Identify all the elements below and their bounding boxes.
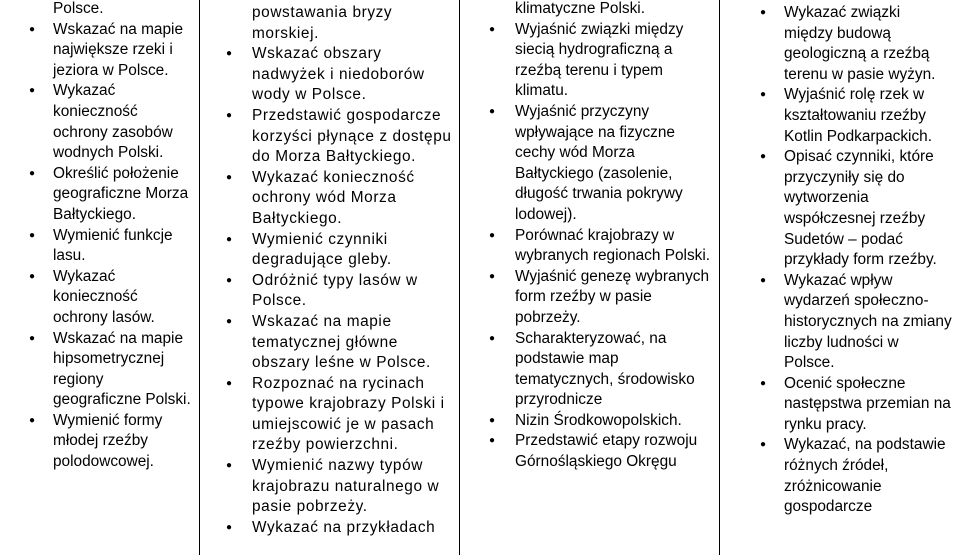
list-item: ● Wyjaśnić związki między siecią hydrograficzną a rzeźbą terenu i typem klimatu. <box>515 20 713 102</box>
requirements-list <box>720 3 960 518</box>
list-item: ● Wykazać konieczność ochrony zasobów wodnych Polski. <box>53 81 195 163</box>
table-column-4 <box>720 0 960 555</box>
list-item: ● Przedstawić etapy rozwoju Górnośląskiego Okręgu <box>515 431 713 472</box>
list-item: ● Wskazać obszary nadwyżek i niedoborów wody w Polsce. <box>252 44 453 106</box>
list-item: ● Wykazać, na podstawie różnych źródeł, zróżnicowanie gospodarcze <box>784 435 952 517</box>
list-item: ● Wyjaśnić rolę rzek w kształtowaniu rzeźby Kotlin Podkarpackich. <box>784 85 952 147</box>
list-item: ● Wyjaśnić przyczyny wpływające na fizyczne cechy wód Morza Bałtyckiego (zasolenie, długość trwania pokrywy lodowej). <box>515 102 713 226</box>
list-item: ● Przedstawić gospodarcze korzyści płynące z dostępu do Morza Bałtyckiego. <box>252 106 453 168</box>
list-item: klimatyczne Polski. <box>515 0 646 17</box>
list-item: Polsce. <box>53 0 104 17</box>
list-item: ● Ocenić społeczne następstwa przemian na rynku pracy. <box>784 374 952 436</box>
list-item: ● Wykazać konieczność ochrony lasów. <box>53 267 195 329</box>
list-item: ● Wykazać konieczność ochrony wód Morza Bałtyckiego. <box>252 168 453 230</box>
list-item: ● Porównać krajobrazy w wybranych regionach Polski. <box>515 226 713 267</box>
list-item: ● Określić położenie geograficzne Morza Bałtyckiego. <box>53 164 195 226</box>
list-item: powstawania bryzy morskiej. <box>252 4 393 42</box>
list-item: ● Wykazać wpływ wydarzeń społeczno-historycznych na zmiany liczby ludności w Polsce. <box>784 271 952 374</box>
list-item: ● Nizin Środkowopolskich. <box>515 411 713 432</box>
list-item: ● Opisać czynniki, które przyczyniły się do wytworzenia współczesnej rzeźby Sudetów – podać przykłady form rzeźby. <box>784 147 952 271</box>
list-item: ● Wykazać związki między budową geologiczną a rzeźbą terenu w pasie wyżyn. <box>784 3 952 85</box>
list-item: ● Wymienić formy młodej rzeźby polodowcowej. <box>53 411 195 473</box>
list-item: ● Wskazać na mapie tematycznej główne obszary leśne w Polsce. <box>252 312 453 374</box>
requirements-list <box>460 0 719 473</box>
list-item: ● Wskazać na mapie największe rzeki i jeziora w Polsce. <box>53 20 195 82</box>
table-column-1 <box>0 0 200 555</box>
table-column-3 <box>460 0 720 555</box>
list-item: ● Wyjaśnić genezę wybranych form rzeźby w pasie pobrzeży. <box>515 267 713 329</box>
list-item: ● Wykazać na przykładach <box>252 518 453 539</box>
list-item: ● Wymienić nazwy typów krajobrazu naturalnego w pasie pobrzeży. <box>252 456 453 518</box>
list-item: ● Scharakteryzować, na podstawie map tematycznych, środowisko przyrodnicze <box>515 329 713 411</box>
requirements-list <box>200 3 459 538</box>
list-item: ● Wymienić czynniki degradujące gleby. <box>252 230 453 271</box>
table-column-2 <box>200 0 460 555</box>
requirements-list <box>0 0 199 473</box>
list-item: ● Wskazać na mapie hipsometrycznej regiony geograficzne Polski. <box>53 329 195 411</box>
list-item: ● Odróżnić typy lasów w Polsce. <box>252 271 453 312</box>
list-item: ● Rozpoznać na rycinach typowe krajobrazy Polski i umiejscowić je w pasach rzeźby powierzchni. <box>252 374 453 456</box>
list-item: ● Wymienić funkcje lasu. <box>53 226 195 267</box>
